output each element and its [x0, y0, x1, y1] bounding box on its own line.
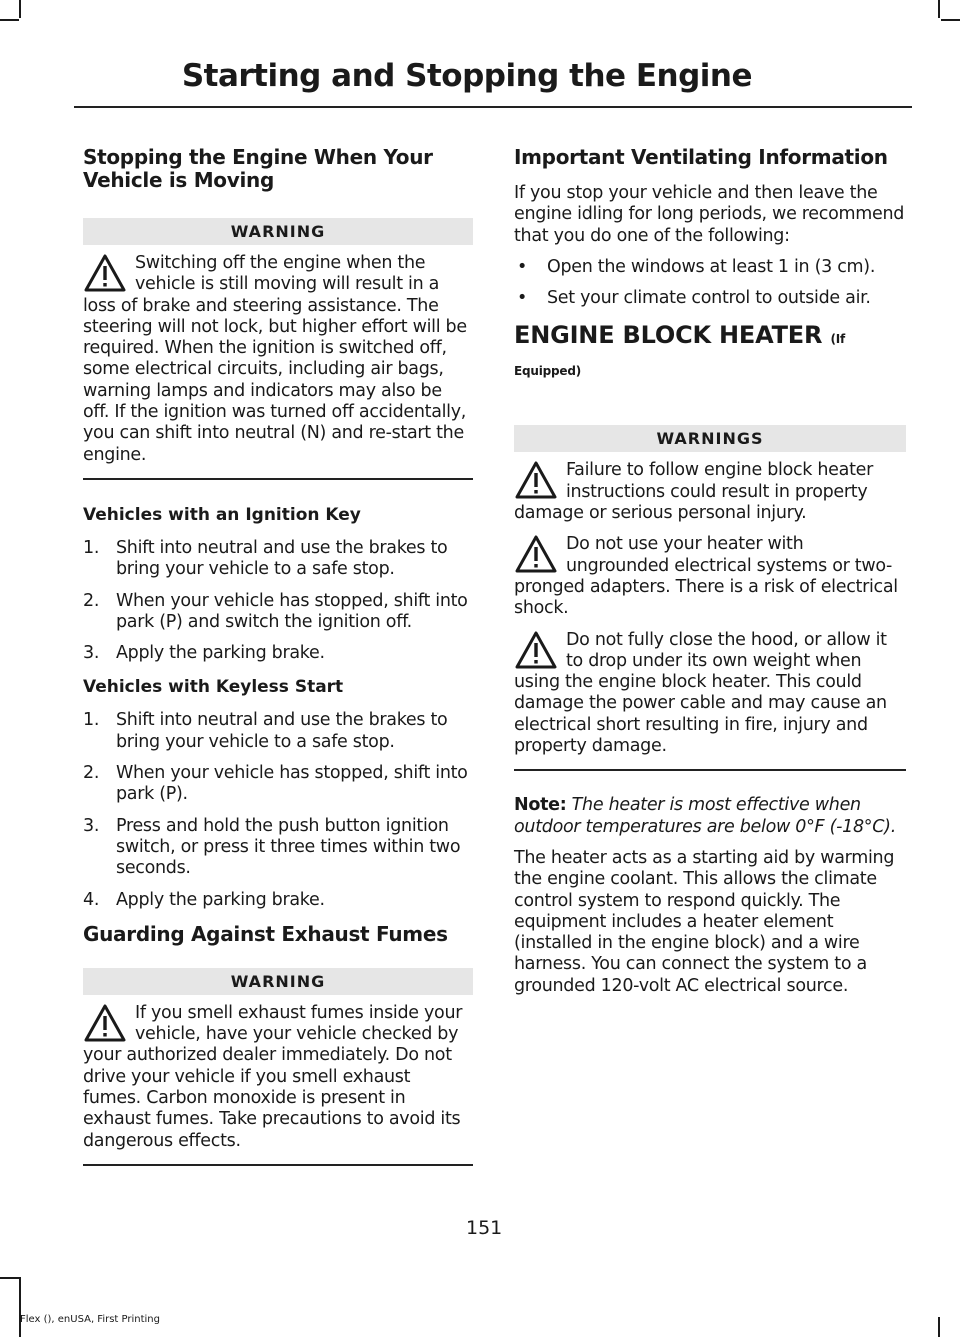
crop-mark [938, 0, 940, 18]
heading-suffix: (If Equipped) [514, 332, 846, 379]
page-number: 151 [466, 1217, 503, 1239]
list-item: 2. When your vehicle has stopped, shift into park (P). [83, 763, 468, 805]
section-heading-exhaust: Guarding Against Exhaust Fumes [83, 921, 448, 946]
ventilating-bullets [514, 257, 906, 310]
left-column [83, 146, 473, 1190]
heater-description: The heater acts as a starting aid by warming the engine coolant. This allows the climate control system to respond quickly. The equipment includes a heater element (installed in the engine block) and a wire harness. You can connect the system to a grounded 120-volt AC electrical source. [514, 847, 895, 996]
warning-text: If you smell exhaust fumes inside your vehicle, have your vehicle checked by your authorized dealer immediately. Do not drive your vehicle if you smell exhaust fumes. Carbon monoxide is present in exhaust fumes. Take precautions to avoid its dangerous effects. [83, 1002, 463, 1151]
crop-mark [0, 19, 19, 21]
note-label: Note: [514, 795, 567, 816]
section-heading-engine-block-heater: ENGINE BLOCK HEATER (If Equipped) [514, 321, 846, 379]
warning-triangle-icon [514, 534, 562, 576]
warnings-block [514, 460, 906, 757]
list-item: 3. Apply the parking brake. [83, 643, 325, 664]
crop-mark [0, 1277, 19, 1279]
warning-block [83, 253, 473, 466]
warning-label: WARNING [83, 968, 473, 995]
subheading-ignition-key: Vehicles with an Ignition Key [83, 504, 361, 525]
warning-item [514, 630, 906, 758]
warning-triangle-icon [83, 253, 131, 295]
crop-mark [938, 1317, 940, 1337]
ignition-key-steps [83, 538, 473, 664]
warning-text: Switching off the engine when the vehicle is still moving will result in a loss of brake and steering assistance. The steering will not lock, but higher effort will be required. When the ignition is switched off, some electrical circuits, including air bags, warning lamps and indicators may also be off. If the ignition was turned off accidentally, you can shift into neutral (N) and re-start the engine. [83, 253, 467, 465]
list-item: • Open the windows at least 1 in (3 cm). [517, 256, 876, 277]
warning-text: Failure to follow engine block heater instructions could result in property damage or serious personal injury. [514, 460, 873, 524]
list-item: 1. Shift into neutral and use the brakes to bring your vehicle to a safe stop. [83, 710, 448, 752]
warning-item [83, 1003, 473, 1152]
list-item: 2. When your vehicle has stopped, shift into park (P) and switch the ignition off. [83, 590, 468, 632]
warning-item [83, 253, 473, 466]
list-item: 4. Apply the parking brake. [83, 889, 325, 910]
warning-end-rule [83, 478, 473, 480]
warning-triangle-icon [83, 1003, 131, 1045]
section-heading-stopping: Stopping the Engine When Your Vehicle is Moving [83, 145, 433, 192]
warning-block [83, 1003, 473, 1152]
warning-end-rule [83, 1164, 473, 1166]
warning-item [514, 460, 906, 524]
warning-text: Do not fully close the hood, or allow it to drop under its own weight when using the engine block heater. This could damage the power cable and may cause an electrical short resulting in fire, injury and property damage. [514, 629, 887, 757]
footer-print-info: Flex (), enUSA, First Printing [20, 1314, 160, 1325]
note-text: The heater is most effective when outdoor temperatures are below 0°F (-18°C). [514, 795, 896, 837]
header-rule [74, 106, 912, 108]
warning-item [514, 534, 906, 619]
page-header-title: Starting and Stopping the Engine [181, 58, 752, 94]
list-item: • Set your climate control to outside air. [517, 288, 871, 309]
subheading-keyless-start: Vehicles with Keyless Start [83, 677, 344, 698]
crop-mark [19, 1277, 21, 1337]
crop-mark [19, 0, 21, 18]
section-heading-ventilating: Important Ventilating Information [514, 145, 888, 169]
keyless-steps [83, 710, 473, 910]
warnings-label: WARNINGS [514, 425, 906, 452]
warning-triangle-icon [514, 460, 562, 502]
warning-triangle-icon [514, 630, 562, 672]
crop-mark [941, 19, 960, 21]
warning-end-rule [514, 769, 906, 771]
list-item: 1. Shift into neutral and use the brakes to bring your vehicle to a safe stop. [83, 537, 448, 580]
warning-label: WARNING [83, 218, 473, 245]
note [514, 795, 906, 838]
list-item: 3. Press and hold the push button ignition switch, or press it three times within two seconds. [83, 815, 461, 879]
warning-text: Do not use your heater with ungrounded electrical systems or two-pronged adapters. There is a risk of electrical shock. [514, 534, 898, 619]
ventilating-intro: If you stop your vehicle and then leave the engine idling for long periods, we recommend that you do one of the following: [514, 183, 905, 246]
right-column [514, 146, 906, 1007]
